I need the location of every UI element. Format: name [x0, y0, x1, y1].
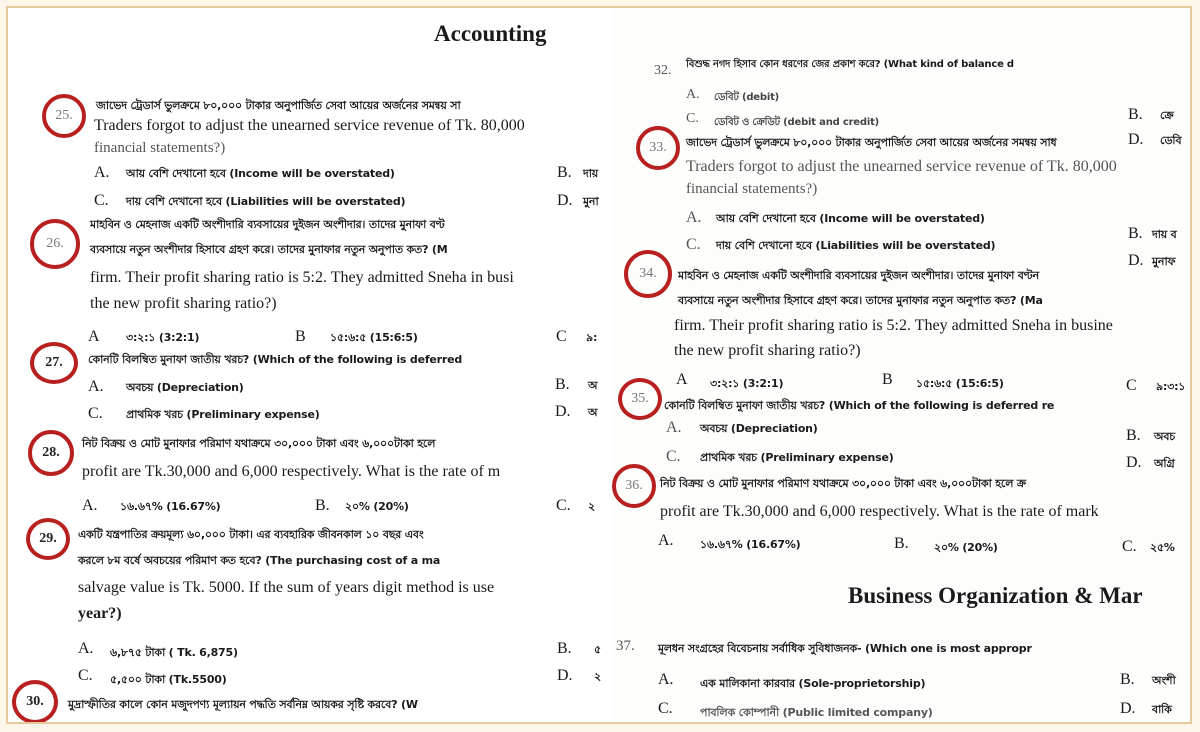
- question-number-circle: 34.: [624, 250, 672, 298]
- option-b-text: ২০% (20%): [934, 541, 998, 554]
- question-37: মূলধন সংগ্রহের বিবেচনায় সর্বাধিক সুবিধাজনক- (Which one is most appropr: [658, 642, 1032, 655]
- option-label: C.: [88, 405, 103, 422]
- option-label: B.: [555, 376, 570, 393]
- option-a: [710, 375, 783, 391]
- option-a-text: অবচয় (Depreciation): [700, 422, 818, 435]
- option-b: অ: [588, 379, 598, 392]
- section-heading-business-organization: Business Organization & Mar: [848, 583, 1143, 608]
- option-b: [934, 539, 998, 555]
- option-c-text: প্রাথমিক খরচ (Preliminary expense): [700, 451, 894, 464]
- question-34-english-cont: the new profit sharing ratio?): [674, 342, 861, 359]
- option-label: D.: [557, 667, 573, 684]
- question-number-circle: 36.: [612, 464, 656, 508]
- question-26-english: firm. Their profit sharing ratio is 5:2. They admitted Sneha in busi: [90, 269, 514, 286]
- option-label: C: [556, 328, 567, 345]
- question-25-english: Traders forgot to adjust the unearned service revenue of Tk. 80,000: [94, 117, 525, 134]
- option-b-text: ১৫:৬:৫ (15:6:5): [330, 331, 418, 344]
- option-b: ক্রে: [1160, 109, 1174, 122]
- question-number: 37.: [616, 638, 635, 654]
- option-label: A: [88, 328, 100, 345]
- option-c-text: দায় বেশি দেখানো হবে (Liabilities will be overstated): [126, 195, 406, 208]
- option-c-text: ডেবিট ও ক্রেডিট (debit and credit): [714, 117, 880, 128]
- option-a-text: ১৬.৬৭% (16.67%): [700, 538, 801, 551]
- option-b: [345, 498, 409, 514]
- option-d: ২: [594, 670, 601, 683]
- question-27: [88, 351, 462, 367]
- option-b-text: ১৫:৬:৫ (15:6:5): [916, 377, 1004, 390]
- option-label: B.: [1120, 671, 1135, 688]
- option-c: [714, 113, 879, 129]
- option-label: A.: [94, 164, 110, 181]
- option-label: A.: [658, 532, 674, 549]
- exam-page: [6, 6, 1192, 724]
- option-c: [700, 449, 894, 465]
- question-34-bangla-cont: ব্যবসায়ে নতুন অংশীদার হিসাবে গ্রহণ করে। তাদের মুনাফার নতুন অনুপাত কত? (Ma: [678, 294, 1043, 307]
- option-label: C.: [94, 192, 109, 209]
- option-b: দায়: [583, 167, 599, 180]
- option-c-text: দায় বেশি দেখানো হবে (Liabilities will be overstated): [716, 239, 996, 252]
- option-a-text: অবচয় (Depreciation): [126, 381, 244, 394]
- option-label: B.: [315, 497, 330, 514]
- question-25-bangla: জাভেদ ট্রেডার্স ভুলক্রমে ৮০,০০০ টাকার অনুপার্জিত সেবা আয়ের অর্জনের সমন্বয় সা: [96, 99, 461, 112]
- option-c: ৯:৩:১: [1156, 380, 1186, 393]
- question-number: 32.: [654, 63, 672, 78]
- option-label: D.: [1120, 700, 1136, 717]
- option-label: B.: [1128, 225, 1143, 242]
- option-d: মুনা: [583, 195, 599, 208]
- option-a: [120, 498, 221, 514]
- question-36-bangla: নিট বিক্রয় ও মোট মুনাফার পরিমাণ যথাক্রমে ৩০,০০০ টাকা এবং ৬,০০০টাকা হলে ক্র: [660, 477, 1026, 490]
- option-b: দায় ব: [1152, 228, 1177, 241]
- option-label: A.: [82, 497, 98, 514]
- option-d: অ: [588, 406, 598, 419]
- question-35-text: কোনটি বিলম্বিত মুনাফা জাতীয় খরচ? (Which of the following is deferred re: [664, 399, 1055, 412]
- question-34-bangla: মাহবিন ও মেহনাজ একটি অংশীদারি ব্যবসায়ের দুইজন অংশীদার। তাদের মুনাফা বণ্টন: [678, 269, 1039, 282]
- question-27-text: কোনটি বিলম্বিত মুনাফা জাতীয় খরচ? (Which of the following is deferred: [88, 353, 463, 366]
- option-c: [126, 406, 320, 422]
- option-label: D.: [555, 403, 571, 420]
- question-number-circle: 27.: [30, 342, 78, 384]
- option-label: C.: [556, 497, 571, 514]
- question-30: মুদ্রাস্ফীতির কালে কোন মজুদপণ্য মূল্যায়ন পদ্ধতি সর্বনিম্ন আয়কর সৃষ্টি করবে? (W: [68, 698, 418, 711]
- question-26-english-cont: the new profit sharing ratio?): [90, 295, 277, 312]
- question-29-english: salvage value is Tk. 5000. If the sum of years digit method is use: [78, 579, 495, 596]
- option-a: [700, 675, 925, 691]
- option-a: [126, 165, 395, 181]
- question-number-circle: 33.: [636, 126, 680, 170]
- question-26-bangla-cont: ব্যবসায়ে নতুন অংশীদার হিসাবে গ্রহণ করে। তাদের মুনাফার নতুন অনুপাত কত? (M: [90, 243, 448, 256]
- section-heading-accounting: Accounting: [434, 21, 547, 46]
- option-label: D.: [1126, 454, 1142, 471]
- option-c: ২৫%: [1150, 541, 1175, 554]
- option-b: ৫: [594, 643, 601, 656]
- option-a: [716, 210, 985, 226]
- question-33-english-cont: financial statements?): [686, 181, 818, 197]
- question-number-circle: 30.: [12, 680, 58, 722]
- option-label: C.: [666, 448, 681, 465]
- option-b: [330, 329, 418, 345]
- option-label: B.: [557, 640, 572, 657]
- question-33-english: Traders forgot to adjust the unearned service revenue of Tk. 80,000: [686, 158, 1117, 175]
- option-label: B.: [1126, 427, 1141, 444]
- option-c-text: ৫,৫০০ টাকা (Tk.5500): [110, 673, 227, 686]
- question-number-circle: 25.: [42, 94, 86, 138]
- question-25-english-cont: financial statements?): [94, 140, 226, 156]
- option-d: ডেবি: [1160, 134, 1182, 147]
- question-number-circle: 35.: [618, 378, 662, 420]
- question-33-bangla: জাভেদ ট্রেডার্স ভুলক্রমে ৮০,০০০ টাকার অনুপার্জিত সেবা আয়ের অর্জনের সমন্বয় সাধ: [686, 136, 1057, 149]
- option-label: B.: [557, 164, 572, 181]
- option-b: [916, 375, 1004, 391]
- option-a-text: ৬,৮৭৫ টাকা ( Tk. 6,875): [110, 646, 238, 659]
- option-label: C.: [686, 236, 701, 253]
- option-c-text: প্রাথমিক খরচ (Preliminary expense): [126, 408, 320, 421]
- question-32: বিশুদ্ধ নগদ হিসাব কোন ধরণের জের প্রকাশ করে? (What kind of balance d: [686, 59, 1014, 70]
- option-c: [700, 704, 933, 720]
- option-a-text: ৩:২:১ (3:2:1): [126, 331, 200, 344]
- option-c: [716, 237, 995, 253]
- question-26-bangla: মাহবিন ও মেহনাজ একটি অংশীদারি ব্যবসায়ের দুইজন অংশীদার। তাদের মুনাফা বণ্ট: [90, 218, 445, 231]
- question-28-bangla: নিট বিক্রয় ও মোট মুনাফার পরিমাণ যথাক্রমে ৩০,০০০ টাকা এবং ৬,০০০টাকা হলে: [82, 437, 436, 450]
- option-label: C.: [686, 111, 699, 126]
- question-number-circle: 26.: [30, 219, 80, 269]
- option-a: [126, 379, 244, 395]
- option-d: বাকি: [1152, 703, 1172, 716]
- option-a: [714, 88, 779, 104]
- question-28-english: profit are Tk.30,000 and 6,000 respectively. What is the rate of m: [82, 463, 501, 480]
- option-label: C: [1126, 377, 1137, 394]
- left-column: [8, 8, 612, 722]
- question-number-circle: 28.: [28, 430, 74, 476]
- right-column: [612, 8, 1192, 722]
- question-29-english-cont: year?): [78, 605, 122, 622]
- option-label: A.: [88, 378, 104, 395]
- option-label: A.: [686, 87, 700, 102]
- option-label: A: [676, 371, 688, 388]
- option-c: [126, 193, 405, 209]
- question-29-bangla: একটি যন্ত্রপাতির ক্রয়মূল্য ৬০,০০০ টাকা। এর ব্যবহারিক জীবনকাল ১০ বছর এবং: [78, 528, 424, 541]
- option-c: [110, 671, 227, 687]
- option-c: ৯:: [586, 331, 598, 344]
- option-a-text: আয় বেশি দেখানো হবে (Income will be overstated): [716, 212, 985, 225]
- option-c-text: পাবলিক কোম্পানী (Public limited company): [700, 706, 933, 719]
- option-a-text: এক মালিকানা কারবার (Sole-proprietorship): [700, 677, 926, 690]
- question-36-english: profit are Tk.30,000 and 6,000 respectively. What is the rate of mark: [660, 503, 1099, 520]
- option-label: B.: [894, 535, 909, 552]
- option-b-text: ২০% (20%): [345, 500, 409, 513]
- option-label: D.: [1128, 131, 1144, 148]
- option-label: C.: [78, 667, 93, 684]
- option-d: অগ্রি: [1154, 457, 1175, 470]
- option-label: A.: [666, 419, 682, 436]
- option-label: D.: [557, 192, 573, 209]
- option-label: A.: [658, 671, 674, 688]
- option-a-text: ৩:২:১ (3:2:1): [710, 377, 784, 390]
- option-label: A.: [686, 209, 702, 226]
- option-label: B: [295, 328, 306, 345]
- option-b: অবচ: [1154, 430, 1175, 443]
- option-a-text: ডেবিট (debit): [714, 92, 780, 103]
- option-label: C.: [1122, 538, 1137, 555]
- option-a: [700, 536, 801, 552]
- question-35: [664, 397, 1054, 413]
- option-label: B: [882, 371, 893, 388]
- option-label: B.: [1128, 106, 1143, 123]
- option-c: ২: [588, 500, 595, 513]
- question-34-english: firm. Their profit sharing ratio is 5:2. They admitted Sneha in busine: [674, 317, 1113, 334]
- option-label: A.: [78, 640, 94, 657]
- option-a: [126, 329, 199, 345]
- question-29-bangla-cont: করলে ৮ম বর্ষে অবচয়ের পরিমাণ কত হবে? (The purchasing cost of a ma: [78, 554, 441, 567]
- option-a-text: ১৬.৬৭% (16.67%): [120, 500, 221, 513]
- question-number-circle: 29.: [26, 518, 70, 560]
- option-a-text: আয় বেশি দেখানো হবে (Income will be overstated): [126, 167, 395, 180]
- option-a: [110, 644, 238, 660]
- option-label: D.: [1128, 252, 1144, 269]
- option-label: C.: [658, 700, 673, 717]
- option-a: [700, 420, 818, 436]
- option-b: অংশী: [1152, 674, 1176, 687]
- option-d: মুনাফ: [1152, 255, 1176, 268]
